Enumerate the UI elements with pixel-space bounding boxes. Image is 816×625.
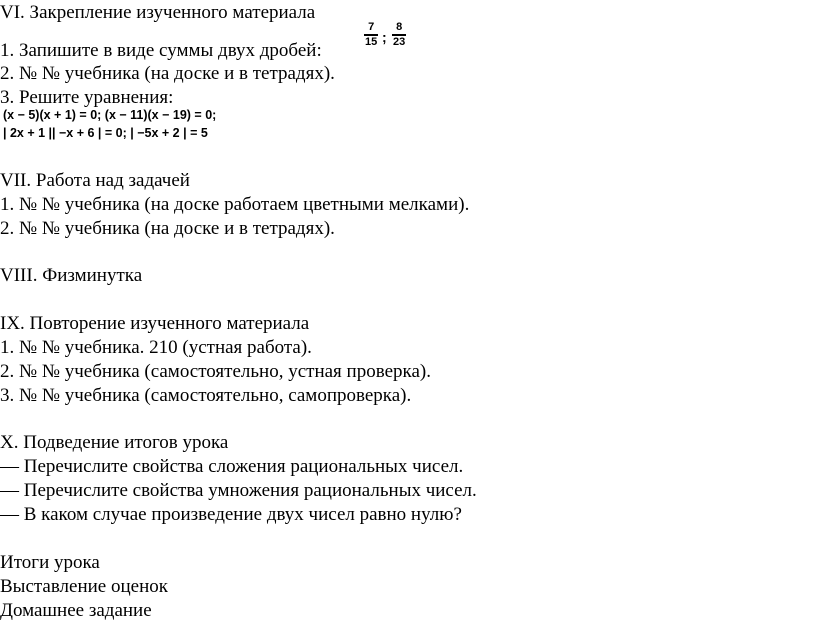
section-10-item-3: — В каком случае произведение двух чисел равно нулю? <box>0 504 462 525</box>
fraction-1 <box>364 22 378 48</box>
section-7-item-2: 2. № № учебника (на доске и в тетрадях). <box>0 218 335 239</box>
fraction-2-numerator: 8 <box>396 21 403 33</box>
equation-line-1: (x − 5)(x + 1) = 0; (x − 11)(x − 19) = 0; <box>3 108 217 122</box>
summary-line-1: Итоги урока <box>0 552 100 573</box>
section-6-item-2: 2. № № учебника (на доске и в тетрадях). <box>0 63 335 84</box>
section-7-item-1: 1. № № учебника (на доске работаем цветными мелками). <box>0 194 470 215</box>
summary-line-2: Выставление оценок <box>0 576 168 597</box>
section-6-item-1: 1. Запишите в виде суммы двух дробей: <box>0 40 322 61</box>
section-9-heading: IX. Повторение изученного материала <box>0 313 310 334</box>
section-6-heading: VI. Закрепление изученного материала <box>0 2 316 23</box>
section-8-heading: VIII. Физминутка <box>0 265 143 286</box>
equation-line-2: | 2x + 1 || −x + 6 | = 0; | −5x + 2 | = 5 <box>3 126 208 140</box>
summary-line-3: Домашнее задание <box>0 600 152 621</box>
fraction-separator: ; <box>382 29 387 45</box>
section-7-heading: VII. Работа над задачей <box>0 170 190 191</box>
section-10-item-2: — Перечислите свойства умножения рациональных чисел. <box>0 480 477 501</box>
section-6-item-3: 3. Решите уравнения: <box>0 87 174 108</box>
section-9-item-1: 1. № № учебника. 210 (устная работа). <box>0 337 312 358</box>
fraction-1-denominator: 15 <box>365 35 378 48</box>
fraction-2-denominator: 23 <box>393 35 406 48</box>
section-10-item-1: — Перечислите свойства сложения рациональных чисел. <box>0 456 464 477</box>
fraction-1-numerator: 7 <box>368 21 375 33</box>
section-9-item-3: 3. № № учебника (самостоятельно, самопроверка). <box>0 385 412 406</box>
section-10-heading: X. Подведение итогов урока <box>0 432 229 453</box>
fraction-2 <box>392 22 406 48</box>
section-9-item-2: 2. № № учебника (самостоятельно, устная проверка). <box>0 361 431 382</box>
